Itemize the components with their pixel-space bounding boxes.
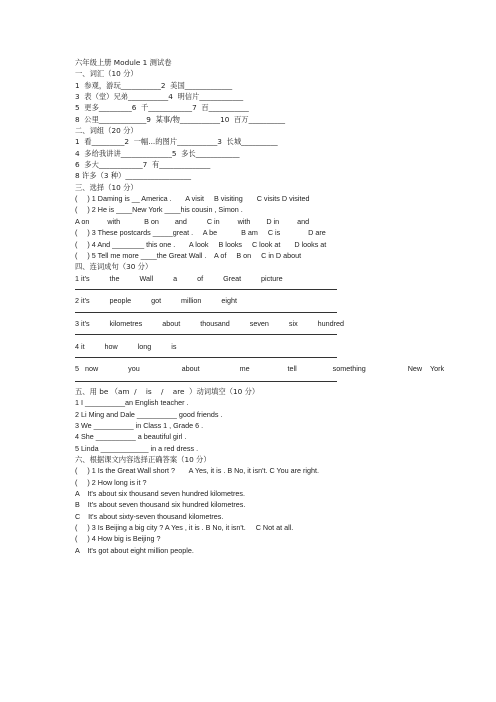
worksheet-line: 3 We __________ in Class 1 , Grade 6 . — [75, 421, 204, 430]
worksheet-line: 5 Linda ____________ in a red dress . — [75, 443, 199, 453]
worksheet-line: 8 公里_____________9 某事/物___________10 百万__________ — [75, 114, 286, 124]
worksheet-line: A It's about six thousand seven hundred kilometres. — [75, 489, 245, 499]
worksheet-line: 4 She __________ a beautiful girl . — [75, 432, 187, 442]
worksheet-line: 四、连词成句（30 分） — [75, 262, 153, 272]
answer-line — [75, 329, 435, 340]
worksheet-line: 3 表（堂）兄弟___________4 明信片____________ — [75, 92, 244, 102]
worksheet-line: ( ) 4 And ________ this one . A look B looks C look at D looks at — [75, 239, 327, 249]
worksheet-line: ( ) 2 He is ____New York ____his cousin , Simon . — [75, 205, 243, 215]
worksheet-line: 1 看_________2 一幅...的图片___________3 长城__________ — [75, 137, 278, 147]
worksheet-line: 4 it how long is — [75, 341, 177, 351]
worksheet-line: ( ) 3 Is Beijing a big city ? A Yes , it is . B No, it isn't. C Not at all. — [75, 523, 294, 533]
worksheet-line: 六年级上册 Module 1 测试卷 — [75, 58, 172, 67]
worksheet-line: 1 it's the Wall a of Great picture — [75, 273, 283, 283]
worksheet-line: ( ) 5 Tell me more ____the Great Wall . A of B on C in D about — [75, 250, 302, 260]
worksheet-line: 六、根据课文内容选择正确答案（10 分） — [75, 455, 211, 465]
worksheet-line: 三、选择（10 分） — [75, 182, 138, 192]
worksheet-line: ( ) 4 How big is Beijing ? — [75, 534, 161, 544]
worksheet-line: 3 it's kilometres about thousand seven six hundred — [75, 318, 345, 328]
worksheet-line: 1 I __________an English teacher . — [75, 398, 189, 408]
worksheet-line: A It's got about eight million people. — [75, 545, 194, 555]
worksheet-line: A on with B on and C in with D in and — [75, 216, 310, 226]
worksheet — [75, 57, 445, 556]
worksheet-line: 4 多给我讲讲______________5 多长____________ — [75, 148, 240, 158]
answer-line — [75, 284, 435, 295]
worksheet-line: C It's about sixty-seven thousand kilometres. — [75, 511, 224, 521]
worksheet-line: B It's about seven thousand six hundred kilometres. — [75, 500, 246, 510]
worksheet-line: ( ) 3 These postcards _____great . A be B am C is D are — [75, 228, 326, 238]
worksheet-line: 一、词汇（10 分） — [75, 69, 138, 79]
worksheet-line: 8 许多（3 种）__________________ — [75, 171, 192, 181]
worksheet-line: 2 Li Ming and Dale __________ good friends . — [75, 409, 223, 419]
worksheet-line: ( ) 1 Is the Great Wall short ? A Yes, it is . B No, it isn't. C You are right. — [75, 466, 319, 476]
worksheet-line: ( ) 2 How long is it ? — [75, 477, 147, 487]
worksheet-line: 五、用 be （am / is / are ）动词填空（10 分） — [75, 386, 260, 396]
answer-line — [75, 352, 435, 363]
worksheet-line: 1 参观，游玩___________2 美国_____________ — [75, 80, 233, 90]
answer-line — [75, 307, 435, 318]
worksheet-line: 5 now you about me tell something New York — [75, 364, 445, 374]
worksheet-line: 二、词组（20 分） — [75, 126, 138, 136]
worksheet-line: 5 更多_________6 千____________7 百___________ — [75, 103, 249, 113]
worksheet-line: 6 多大____________7 有______________ — [75, 160, 211, 170]
worksheet-line: ( ) 1 Daming is __ America . A visit B visiting C visits D visited — [75, 194, 310, 204]
answer-line — [75, 375, 435, 386]
worksheet-line: 2 it's people got million eight — [75, 296, 237, 306]
